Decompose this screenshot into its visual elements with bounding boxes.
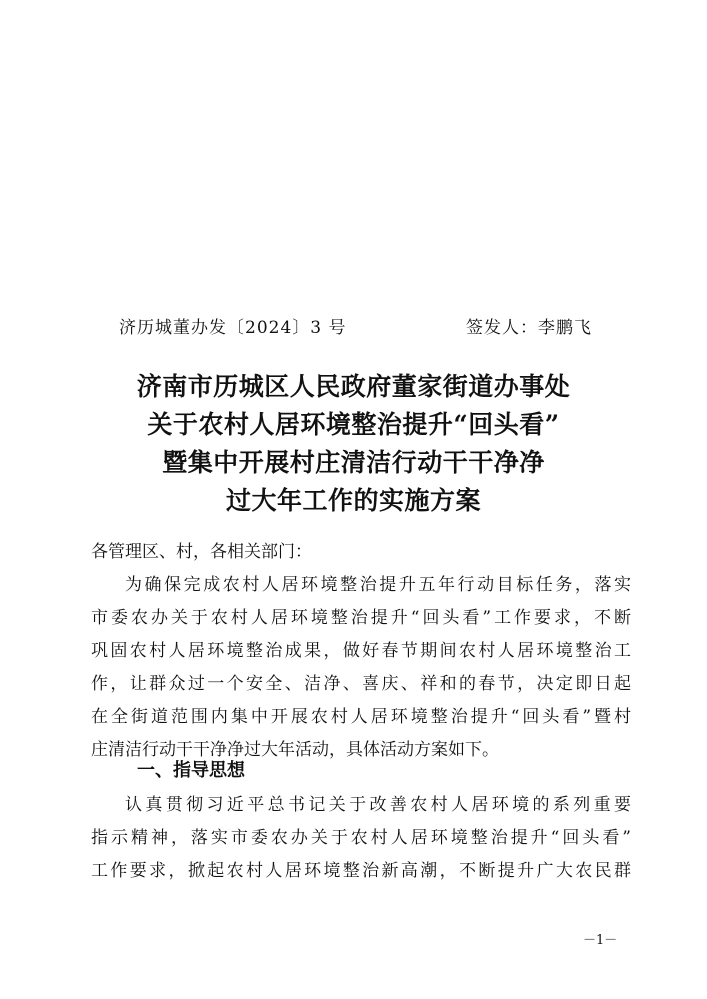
paragraph-2-line: 指示精神，落实市委农办关于农村人居环境整治提升“回头看” [91, 828, 631, 848]
paragraph-1-line: 市委农办关于农村人居环境整治提升“回头看”工作要求，不断 [91, 608, 631, 628]
paragraph-2-line: 工作要求，掀起农村人居环境整治新高潮，不断提升广大农民群 [91, 861, 631, 881]
paragraph-1-line: 巩固农村人居环境整治成果，做好春节期间农村人居环境整治工 [91, 641, 631, 661]
page-number: －1－ [583, 933, 618, 948]
signer: 签发人：李鹏飞 [466, 318, 592, 338]
document-title-line-3: 暨集中开展村庄清洁行动干干净净 [162, 448, 545, 477]
document-title-line-4: 过大年工作的实施方案 [225, 486, 481, 515]
paragraph-1-line: 庄清洁行动干干净净过大年活动，具体活动方案如下。 [91, 740, 499, 760]
document-number: 济历城董办发〔2024〕3 号 [119, 318, 347, 338]
paragraph-1-line: 为确保完成农村人居环境整治提升五年行动目标任务，落实 [125, 575, 631, 595]
paragraph-1-line: 在全街道范围内集中开展农村人居环境整治提升“回头看”暨村 [91, 707, 631, 727]
paragraph-2-line: 认真贯彻习近平总书记关于改善农村人居环境的系列重要 [125, 795, 631, 815]
document-title-line-2: 关于农村人居环境整治提升“回头看” [147, 410, 560, 439]
document-title-line-1: 济南市历城区人民政府董家街道办事处 [136, 372, 571, 401]
section-heading: 一、指导思想 [137, 760, 245, 781]
salutation: 各管理区、村，各相关部门： [91, 542, 312, 562]
paragraph-1-line: 作，让群众过一个安全、洁净、喜庆、祥和的春节，决定即日起 [91, 674, 631, 694]
